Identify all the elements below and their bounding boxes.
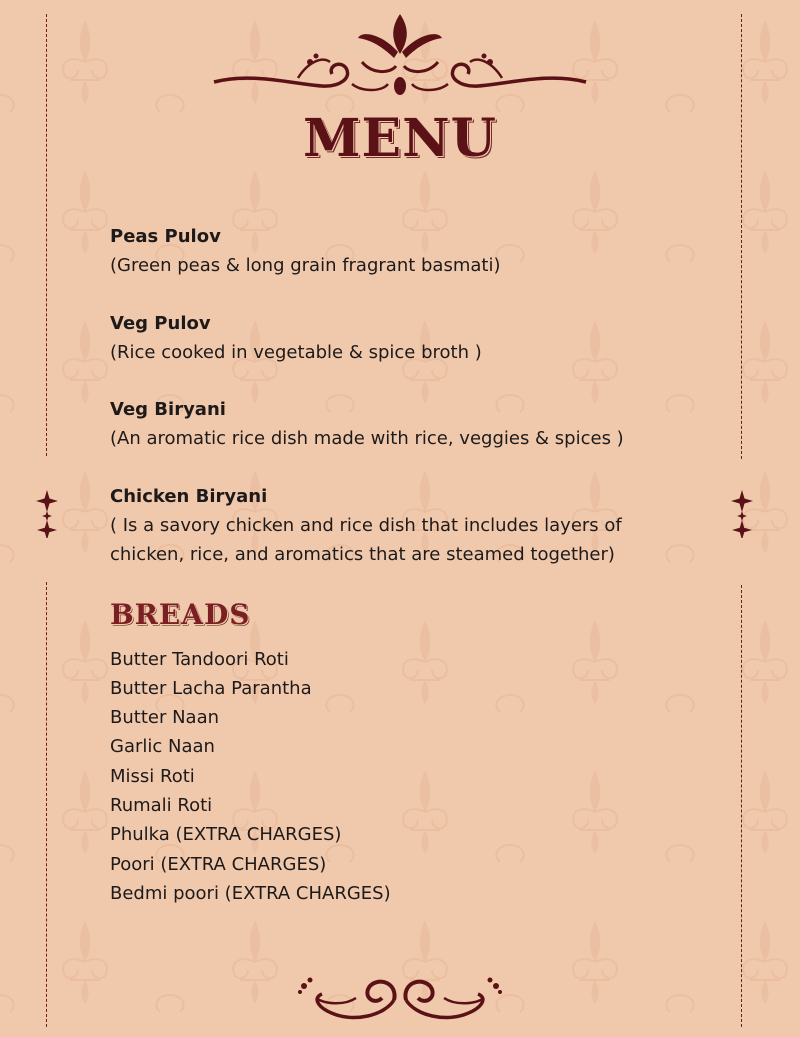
breads-list — [110, 645, 670, 909]
left-dashed-rule-bottom — [46, 582, 47, 1027]
menu-content — [110, 222, 670, 908]
bread-item: Butter Lacha Parantha — [110, 677, 312, 699]
bread-item: Poori (EXTRA CHARGES) — [110, 853, 327, 875]
bread-item: Bedmi poori (EXTRA CHARGES) — [110, 882, 391, 904]
right-dashed-rule-bottom — [741, 585, 742, 1027]
dish-item — [110, 395, 670, 454]
bread-item: Garlic Naan — [110, 736, 215, 758]
bottom-flourish-ornament — [294, 970, 506, 1030]
breads-section-title: BREADS — [110, 597, 251, 631]
dish-item — [110, 482, 670, 570]
dish-item — [110, 309, 670, 368]
dish-description: (Rice cooked in vegetable & spice broth ) — [110, 341, 482, 363]
bread-item: Phulka (EXTRA CHARGES) — [110, 824, 342, 846]
dish-description: (An aromatic rice dish made with rice, veggies & spices ) — [110, 428, 624, 449]
left-dashed-rule-top — [46, 14, 47, 456]
top-flourish-ornament — [212, 12, 588, 102]
dish-description: (Green peas & long grain fragrant basmati) — [110, 255, 501, 276]
dish-item — [110, 222, 670, 281]
bread-item: Butter Tandoori Roti — [110, 648, 289, 670]
bread-item: Rumali Roti — [110, 794, 213, 816]
dish-name: Veg Pulov — [110, 312, 211, 334]
dish-name: Peas Pulov — [110, 226, 221, 247]
bread-item: Butter Naan — [110, 707, 220, 729]
dish-name: Chicken Biryani — [110, 485, 268, 507]
dish-name: Veg Biryani — [110, 399, 226, 420]
right-dashed-rule-top — [741, 14, 742, 459]
dish-description: ( Is a savory chicken and rice dish that includes layers of chicken, rice, and aromatics that are steamed together) — [110, 514, 622, 565]
menu-title: MENU — [302, 108, 498, 169]
sparkle-star-icon — [36, 490, 58, 538]
sparkle-star-icon — [731, 490, 753, 538]
bread-item: Missi Roti — [110, 765, 195, 787]
